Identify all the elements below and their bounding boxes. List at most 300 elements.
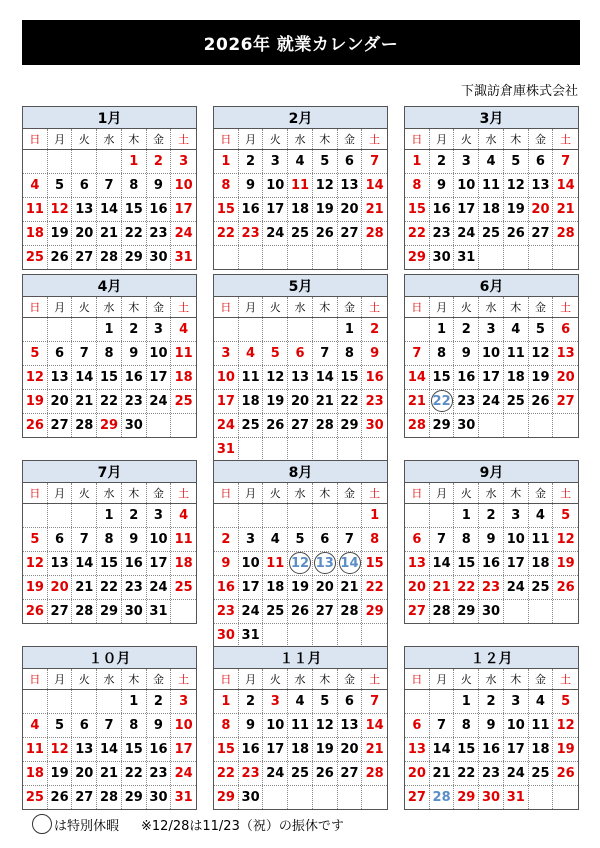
day-cell: 17 — [174, 202, 193, 217]
month-label: 6月 — [405, 275, 578, 297]
day-cell: 25 — [23, 246, 48, 269]
day-cell: 26 — [23, 600, 48, 623]
empty-day-cell — [171, 600, 196, 623]
day-cell: 30 — [454, 414, 479, 437]
day-cell: 17 — [147, 552, 172, 575]
day-cell: 2 — [147, 150, 172, 173]
month-label: 7月 — [23, 461, 196, 483]
day-cell: 25 — [239, 414, 264, 437]
day-cell: 12 — [313, 174, 338, 197]
empty-day-cell — [23, 318, 48, 341]
day-cell: 7 — [97, 714, 122, 737]
day-cell: 11 — [174, 532, 193, 547]
day-cell: 28 — [97, 786, 122, 809]
day-cell: 11 — [174, 346, 193, 361]
empty-day-cell — [72, 150, 97, 173]
weekday-label: 水 — [479, 297, 504, 317]
weekday-label: 土 — [178, 301, 190, 314]
day-cell: 11 — [23, 198, 48, 221]
day-cell: 13 — [288, 366, 313, 389]
day-cell: 14 — [430, 552, 455, 575]
day-cell: 22 — [454, 762, 479, 785]
week-row — [23, 222, 196, 246]
day-cell: 23 — [122, 576, 147, 599]
week-row — [23, 198, 196, 222]
day-cell: 22 — [454, 576, 479, 599]
day-cell: 12 — [23, 366, 48, 389]
day-cell: 19 — [556, 742, 575, 757]
week-row — [23, 738, 196, 762]
day-cell: 15 — [214, 738, 239, 761]
day-cell: 22 — [214, 222, 239, 245]
day-cell: 3 — [147, 318, 172, 341]
weekday-label: 水 — [479, 129, 504, 149]
day-cell: 13 — [48, 552, 73, 575]
week-row — [23, 174, 196, 198]
day-cell: 29 — [454, 600, 479, 623]
day-cell: 9 — [239, 714, 264, 737]
day-cell: 18 — [263, 576, 288, 599]
day-cell: 6 — [48, 342, 73, 365]
day-cell: 1 — [454, 504, 479, 527]
day-cell: 26 — [313, 222, 338, 245]
month-label: 8月 — [214, 461, 387, 483]
day-cell: 13 — [338, 174, 363, 197]
day-cell: 18 — [529, 552, 554, 575]
day-cell: 15 — [122, 198, 147, 221]
day-cell: 6 — [561, 322, 571, 337]
day-cell: 14 — [556, 178, 575, 193]
weekday-header — [405, 129, 578, 150]
day-cell: 4 — [504, 318, 529, 341]
day-cell: 16 — [430, 198, 455, 221]
day-cell: 29 — [97, 600, 122, 623]
day-cell: 30 — [430, 246, 455, 269]
day-cell: 16 — [479, 552, 504, 575]
day-cell: 30 — [479, 786, 504, 809]
weekday-header — [214, 129, 387, 150]
weekday-header — [214, 483, 387, 504]
day-cell: 9 — [147, 714, 172, 737]
weekday-label: 日 — [23, 129, 48, 149]
week-row — [405, 552, 578, 576]
day-cell: 28 — [430, 786, 455, 809]
day-cell: 4 — [239, 342, 264, 365]
day-cell: 7 — [97, 174, 122, 197]
day-cell: 28 — [365, 226, 384, 241]
empty-day-cell — [504, 414, 529, 437]
weekday-label: 火 — [454, 129, 479, 149]
day-cell: 13 — [556, 346, 575, 361]
day-cell: 26 — [556, 580, 575, 595]
weekday-label: 水 — [288, 483, 313, 503]
week-row — [405, 198, 578, 222]
day-cell: 26 — [556, 766, 575, 781]
week-row — [214, 690, 387, 714]
weekday-label: 火 — [263, 297, 288, 317]
day-cell: 30 — [122, 600, 147, 623]
weekday-label: 水 — [288, 669, 313, 689]
weekday-label: 日 — [23, 297, 48, 317]
empty-day-cell — [147, 414, 172, 437]
day-cell: 19 — [313, 738, 338, 761]
day-cell: 21 — [430, 762, 455, 785]
weekday-label: 土 — [369, 487, 381, 500]
empty-day-cell — [23, 690, 48, 713]
weekday-label: 土 — [178, 487, 190, 500]
day-cell: 23 — [365, 394, 384, 409]
empty-day-cell — [48, 690, 73, 713]
day-cell: 13 — [48, 366, 73, 389]
empty-day-cell — [529, 786, 554, 809]
weekday-label: 月 — [239, 297, 264, 317]
day-cell: 2 — [122, 504, 147, 527]
empty-day-cell — [288, 624, 313, 647]
day-cell: 14 — [313, 366, 338, 389]
day-cell: 20 — [313, 576, 338, 599]
day-cell: 22 — [214, 762, 239, 785]
special-holiday-day: 12 — [288, 552, 313, 575]
week-row — [214, 552, 387, 576]
day-cell: 5 — [561, 508, 571, 523]
weekday-label: 土 — [369, 673, 381, 686]
weekday-label: 金 — [338, 129, 363, 149]
legend — [32, 814, 344, 834]
day-cell: 10 — [454, 174, 479, 197]
empty-day-cell — [430, 690, 455, 713]
day-cell: 6 — [72, 714, 97, 737]
weekday-label: 木 — [122, 297, 147, 317]
day-cell: 8 — [122, 714, 147, 737]
day-cell: 2 — [122, 318, 147, 341]
day-cell: 21 — [365, 742, 384, 757]
weekday-label: 木 — [313, 483, 338, 503]
day-cell: 9 — [370, 346, 380, 361]
day-cell: 11 — [288, 174, 313, 197]
week-row — [214, 762, 387, 786]
week-row — [214, 438, 387, 461]
week-row — [23, 150, 196, 174]
day-cell: 22 — [405, 222, 430, 245]
weekday-label: 月 — [239, 669, 264, 689]
day-cell: 27 — [48, 414, 73, 437]
day-cell: 4 — [288, 690, 313, 713]
month-label: １０月 — [23, 647, 196, 669]
day-cell: 15 — [454, 552, 479, 575]
empty-day-cell — [553, 786, 578, 809]
day-cell: 6 — [288, 342, 313, 365]
month-calendar — [213, 106, 388, 270]
weekday-label: 火 — [72, 297, 97, 317]
day-cell: 13 — [72, 198, 97, 221]
day-cell: 11 — [529, 528, 554, 551]
day-cell: 22 — [122, 222, 147, 245]
weekday-label: 金 — [338, 297, 363, 317]
week-row — [214, 222, 387, 246]
day-cell: 27 — [405, 600, 430, 623]
day-cell: 20 — [48, 576, 73, 599]
day-cell: 12 — [48, 198, 73, 221]
day-cell: 3 — [239, 528, 264, 551]
empty-day-cell — [313, 438, 338, 461]
day-cell: 3 — [479, 318, 504, 341]
day-cell: 21 — [72, 576, 97, 599]
day-cell: 8 — [97, 528, 122, 551]
day-cell: 22 — [338, 390, 363, 413]
weekday-header — [405, 669, 578, 690]
empty-day-cell — [239, 438, 264, 461]
day-cell: 14 — [405, 366, 430, 389]
week-row — [23, 762, 196, 786]
day-cell: 10 — [147, 342, 172, 365]
week-row — [23, 600, 196, 623]
day-cell: 21 — [313, 390, 338, 413]
day-cell: 31 — [454, 246, 479, 269]
day-cell: 8 — [122, 174, 147, 197]
day-cell: 9 — [122, 528, 147, 551]
day-cell: 31 — [239, 624, 264, 647]
week-row — [405, 222, 578, 246]
weekday-label: 火 — [454, 669, 479, 689]
day-cell: 26 — [504, 222, 529, 245]
day-cell: 13 — [72, 738, 97, 761]
day-cell: 24 — [504, 576, 529, 599]
empty-day-cell — [338, 624, 363, 647]
week-row — [214, 714, 387, 738]
day-cell: 16 — [365, 370, 384, 385]
empty-day-cell — [405, 318, 430, 341]
week-row — [23, 528, 196, 552]
weekday-label: 月 — [48, 297, 73, 317]
day-cell: 7 — [561, 154, 571, 169]
day-cell: 22 — [122, 762, 147, 785]
empty-day-cell — [288, 438, 313, 461]
day-cell: 18 — [504, 366, 529, 389]
day-cell: 19 — [529, 366, 554, 389]
weekday-label: 日 — [214, 129, 239, 149]
day-cell: 18 — [239, 390, 264, 413]
weekday-header — [214, 297, 387, 318]
day-cell: 7 — [72, 528, 97, 551]
month-calendar — [213, 646, 388, 810]
weekday-label: 火 — [263, 483, 288, 503]
week-row — [23, 390, 196, 414]
day-cell: 21 — [430, 576, 455, 599]
day-cell: 10 — [174, 718, 193, 733]
weekday-label: 水 — [97, 129, 122, 149]
day-cell: 3 — [179, 154, 189, 169]
company-name: 下諏訪倉庫株式会社 — [460, 84, 578, 99]
day-cell: 5 — [23, 342, 48, 365]
day-cell: 18 — [288, 738, 313, 761]
day-cell: 15 — [365, 556, 384, 571]
day-cell: 31 — [174, 790, 193, 805]
day-cell: 1 — [122, 150, 147, 173]
special-holiday-day: 13 — [313, 552, 338, 575]
day-cell: 15 — [338, 366, 363, 389]
day-cell: 16 — [454, 366, 479, 389]
empty-day-cell — [72, 318, 97, 341]
week-row — [405, 174, 578, 198]
empty-day-cell — [529, 414, 554, 437]
day-cell: 12 — [313, 714, 338, 737]
month-label: １１月 — [214, 647, 387, 669]
weekday-label: 水 — [97, 483, 122, 503]
weekday-label: 日 — [405, 129, 430, 149]
week-row — [405, 576, 578, 600]
weekday-header — [23, 297, 196, 318]
weekday-label: 土 — [369, 133, 381, 146]
day-cell: 28 — [72, 414, 97, 437]
day-cell: 15 — [97, 366, 122, 389]
day-cell: 15 — [430, 366, 455, 389]
empty-day-cell — [553, 600, 578, 623]
day-cell: 20 — [338, 198, 363, 221]
empty-day-cell — [405, 690, 430, 713]
weekday-label: 水 — [97, 297, 122, 317]
day-cell: 26 — [48, 246, 73, 269]
week-row — [23, 318, 196, 342]
day-cell: 31 — [504, 786, 529, 809]
day-cell: 28 — [365, 766, 384, 781]
day-cell: 4 — [479, 150, 504, 173]
day-cell: 25 — [288, 762, 313, 785]
day-cell: 5 — [529, 318, 554, 341]
day-cell: 13 — [529, 174, 554, 197]
weekday-label: 木 — [313, 129, 338, 149]
month-label: 4月 — [23, 275, 196, 297]
weekday-label: 土 — [178, 673, 190, 686]
weekday-label: 日 — [23, 669, 48, 689]
month-label: 1月 — [23, 107, 196, 129]
day-cell: 21 — [405, 390, 430, 413]
week-row — [214, 738, 387, 762]
day-cell: 26 — [263, 414, 288, 437]
weekday-header — [23, 483, 196, 504]
day-cell: 15 — [214, 198, 239, 221]
month-calendar — [404, 274, 579, 438]
day-cell: 10 — [214, 366, 239, 389]
day-cell: 2 — [214, 528, 239, 551]
special-holiday-day: 14 — [338, 552, 363, 575]
calendar-title: 2026年 就業カレンダー — [22, 20, 580, 65]
weekday-label: 土 — [369, 301, 381, 314]
day-cell: 23 — [122, 390, 147, 413]
week-row — [23, 552, 196, 576]
day-cell: 29 — [214, 786, 239, 809]
day-cell: 8 — [430, 342, 455, 365]
day-cell: 29 — [122, 246, 147, 269]
empty-day-cell — [479, 246, 504, 269]
day-cell: 30 — [479, 600, 504, 623]
day-cell: 17 — [214, 390, 239, 413]
month-calendar — [213, 274, 388, 462]
day-cell: 23 — [239, 222, 264, 245]
empty-day-cell — [263, 624, 288, 647]
weekday-header — [23, 129, 196, 150]
empty-day-cell — [72, 690, 97, 713]
day-cell: 1 — [338, 318, 363, 341]
day-cell: 7 — [370, 154, 380, 169]
day-cell: 12 — [556, 532, 575, 547]
day-cell: 6 — [72, 174, 97, 197]
empty-day-cell — [288, 786, 313, 809]
day-cell: 9 — [147, 174, 172, 197]
week-row — [405, 762, 578, 786]
day-cell: 26 — [48, 786, 73, 809]
day-cell: 7 — [72, 342, 97, 365]
day-cell: 20 — [405, 576, 430, 599]
week-row — [214, 528, 387, 552]
day-cell: 11 — [479, 174, 504, 197]
day-cell: 19 — [48, 762, 73, 785]
empty-day-cell — [338, 246, 363, 269]
day-cell: 17 — [263, 738, 288, 761]
day-cell: 1 — [405, 150, 430, 173]
empty-day-cell — [479, 414, 504, 437]
week-row — [214, 246, 387, 269]
weekday-header — [23, 669, 196, 690]
week-row — [214, 786, 387, 809]
day-cell: 28 — [405, 414, 430, 437]
day-cell: 28 — [430, 600, 455, 623]
day-cell: 3 — [147, 504, 172, 527]
month-calendar — [22, 106, 197, 270]
day-cell: 15 — [122, 738, 147, 761]
empty-day-cell — [263, 318, 288, 341]
day-cell: 27 — [72, 246, 97, 269]
weekday-label: 金 — [147, 483, 172, 503]
day-cell: 11 — [23, 738, 48, 761]
day-cell: 15 — [405, 198, 430, 221]
weekday-label: 水 — [479, 483, 504, 503]
month-calendar — [404, 106, 579, 270]
weekday-label: 木 — [122, 669, 147, 689]
day-cell: 2 — [430, 150, 455, 173]
day-cell: 21 — [338, 576, 363, 599]
day-cell: 13 — [338, 714, 363, 737]
month-label: 9月 — [405, 461, 578, 483]
week-row — [214, 198, 387, 222]
day-cell: 23 — [479, 762, 504, 785]
day-cell: 17 — [239, 576, 264, 599]
day-cell: 19 — [313, 198, 338, 221]
day-cell: 1 — [214, 150, 239, 173]
legend-text: は特別休暇 — [54, 818, 120, 834]
day-cell: 9 — [454, 342, 479, 365]
weekday-label: 火 — [263, 669, 288, 689]
day-cell: 27 — [338, 762, 363, 785]
empty-day-cell — [529, 246, 554, 269]
day-cell: 5 — [313, 690, 338, 713]
day-cell: 4 — [23, 174, 48, 197]
week-row — [23, 504, 196, 528]
weekday-label: 火 — [263, 129, 288, 149]
day-cell: 24 — [263, 762, 288, 785]
footer-note: ※12/28は11/23（祝）の振休です — [141, 818, 344, 834]
weekday-label: 日 — [214, 297, 239, 317]
weekday-label: 土 — [178, 133, 190, 146]
day-cell: 20 — [529, 198, 554, 221]
weekday-label: 日 — [405, 483, 430, 503]
weekday-label: 月 — [430, 483, 455, 503]
day-cell: 10 — [147, 528, 172, 551]
day-cell: 13 — [405, 738, 430, 761]
weekday-label: 水 — [288, 297, 313, 317]
day-cell: 22 — [97, 390, 122, 413]
week-row — [214, 174, 387, 198]
week-row — [214, 624, 387, 647]
